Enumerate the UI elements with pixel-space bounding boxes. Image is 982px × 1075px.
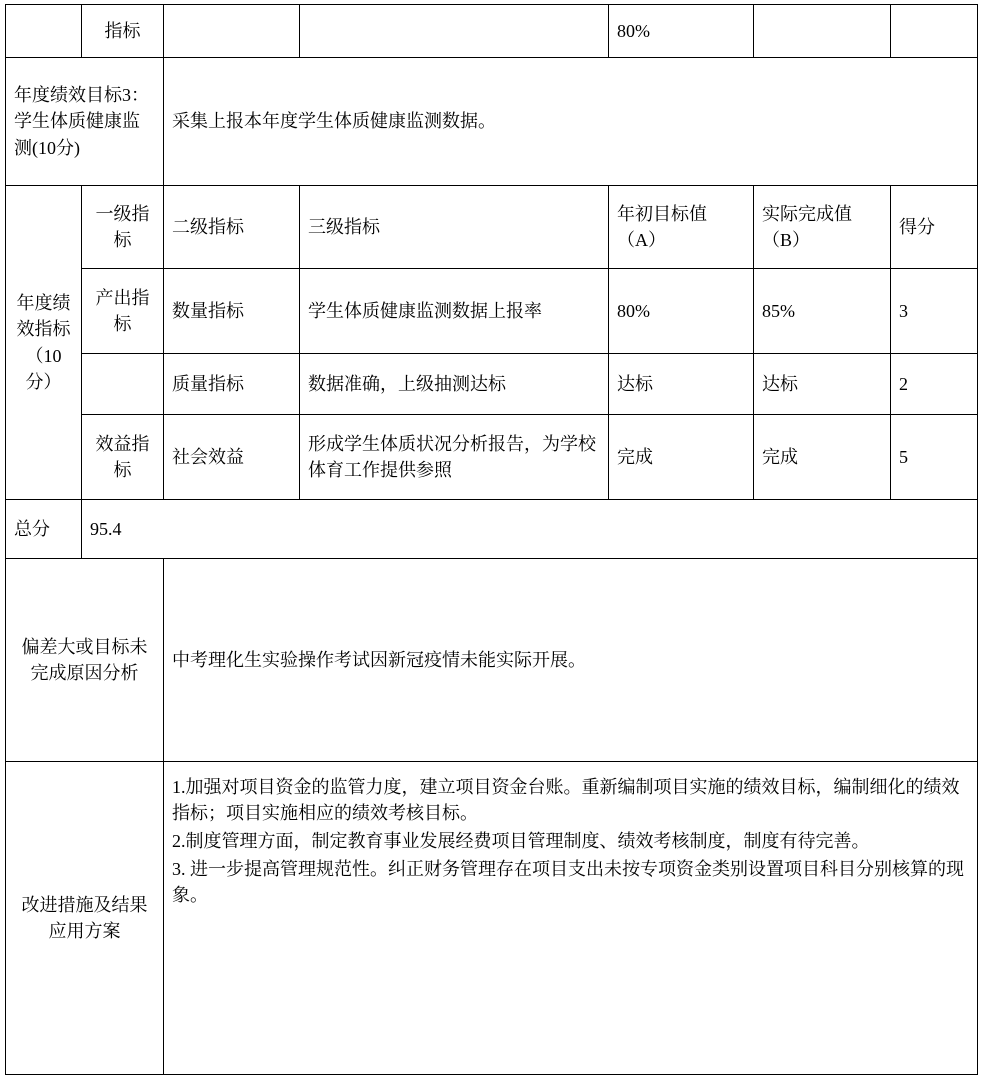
improvement-content bbox=[164, 762, 978, 1075]
row2-score: 5 bbox=[891, 415, 978, 500]
deviation-label: 偏差大或目标未完成原因分析 bbox=[6, 559, 164, 762]
cell-top-blank5 bbox=[891, 5, 978, 58]
goal3-content: 采集上报本年度学生体质健康监测数据。 bbox=[164, 58, 978, 186]
improvement-paragraph-1: 1.加强对项目资金的监管力度，建立项目资金台账。重新编制项目实施的绩效目标，编制细化的绩效指标；项目实施相应的绩效考核目标。 bbox=[172, 777, 960, 824]
improvement-paragraph-3: 3. 进一步提高管理规范性。纠正财务管理存在项目支出未按专项资金类别设置项目科目分别核算的现象。 bbox=[172, 859, 964, 906]
table-row bbox=[6, 415, 978, 500]
table-row-deviation bbox=[6, 559, 978, 762]
table-row-improvement bbox=[6, 762, 978, 1075]
total-value: 95.4 bbox=[82, 500, 978, 559]
header-level3: 三级指标 bbox=[300, 186, 609, 269]
row2-target: 完成 bbox=[609, 415, 754, 500]
header-level2: 二级指标 bbox=[164, 186, 300, 269]
document-page bbox=[0, 4, 982, 1067]
row2-level2: 社会效益 bbox=[164, 415, 300, 500]
row1-level2: 质量指标 bbox=[164, 354, 300, 415]
table-row bbox=[6, 5, 978, 58]
header-actual: 实际完成值（B） bbox=[754, 186, 891, 269]
header-level1: 一级指标 bbox=[82, 186, 164, 269]
row0-score: 3 bbox=[891, 269, 978, 354]
row2-level3: 形成学生体质状况分析报告，为学校体育工作提供参照 bbox=[300, 415, 609, 500]
row0-level1: 产出指标 bbox=[82, 269, 164, 354]
table-row-goal3 bbox=[6, 58, 978, 186]
cell-top-blank2 bbox=[164, 5, 300, 58]
row0-target: 80% bbox=[609, 269, 754, 354]
improvement-paragraph-2: 2.制度管理方面，制定教育事业发展经费项目管理制度、绩效考核制度，制度有待完善。 bbox=[172, 831, 870, 852]
row0-actual: 85% bbox=[754, 269, 891, 354]
total-label: 总分 bbox=[6, 500, 82, 559]
table-row bbox=[6, 269, 978, 354]
performance-table bbox=[5, 4, 978, 1075]
row0-level2: 数量指标 bbox=[164, 269, 300, 354]
row1-score: 2 bbox=[891, 354, 978, 415]
table-row-total bbox=[6, 500, 978, 559]
improvement-label: 改进措施及结果应用方案 bbox=[6, 762, 164, 1075]
cell-top-label-left bbox=[6, 5, 82, 58]
row2-level1: 效益指标 bbox=[82, 415, 164, 500]
row1-target: 达标 bbox=[609, 354, 754, 415]
table-row bbox=[6, 354, 978, 415]
cell-top-value: 80% bbox=[609, 5, 754, 58]
cell-top-blank4 bbox=[754, 5, 891, 58]
table-row-indicator-header bbox=[6, 186, 978, 269]
indicator-block-label: 年度绩效指标（10分） bbox=[6, 186, 82, 500]
deviation-content: 中考理化生实验操作考试因新冠疫情未能实际开展。 bbox=[164, 559, 978, 762]
goal3-title: 年度绩效目标3：学生体质健康监测(10分) bbox=[6, 58, 164, 186]
row0-level3: 学生体质健康监测数据上报率 bbox=[300, 269, 609, 354]
row1-actual: 达标 bbox=[754, 354, 891, 415]
row2-actual: 完成 bbox=[754, 415, 891, 500]
row1-level3: 数据准确，上级抽测达标 bbox=[300, 354, 609, 415]
row1-level1 bbox=[82, 354, 164, 415]
cell-top-blank3 bbox=[300, 5, 609, 58]
cell-top-label: 指标 bbox=[82, 5, 164, 58]
header-target: 年初目标值（A） bbox=[609, 186, 754, 269]
header-score: 得分 bbox=[891, 186, 978, 269]
